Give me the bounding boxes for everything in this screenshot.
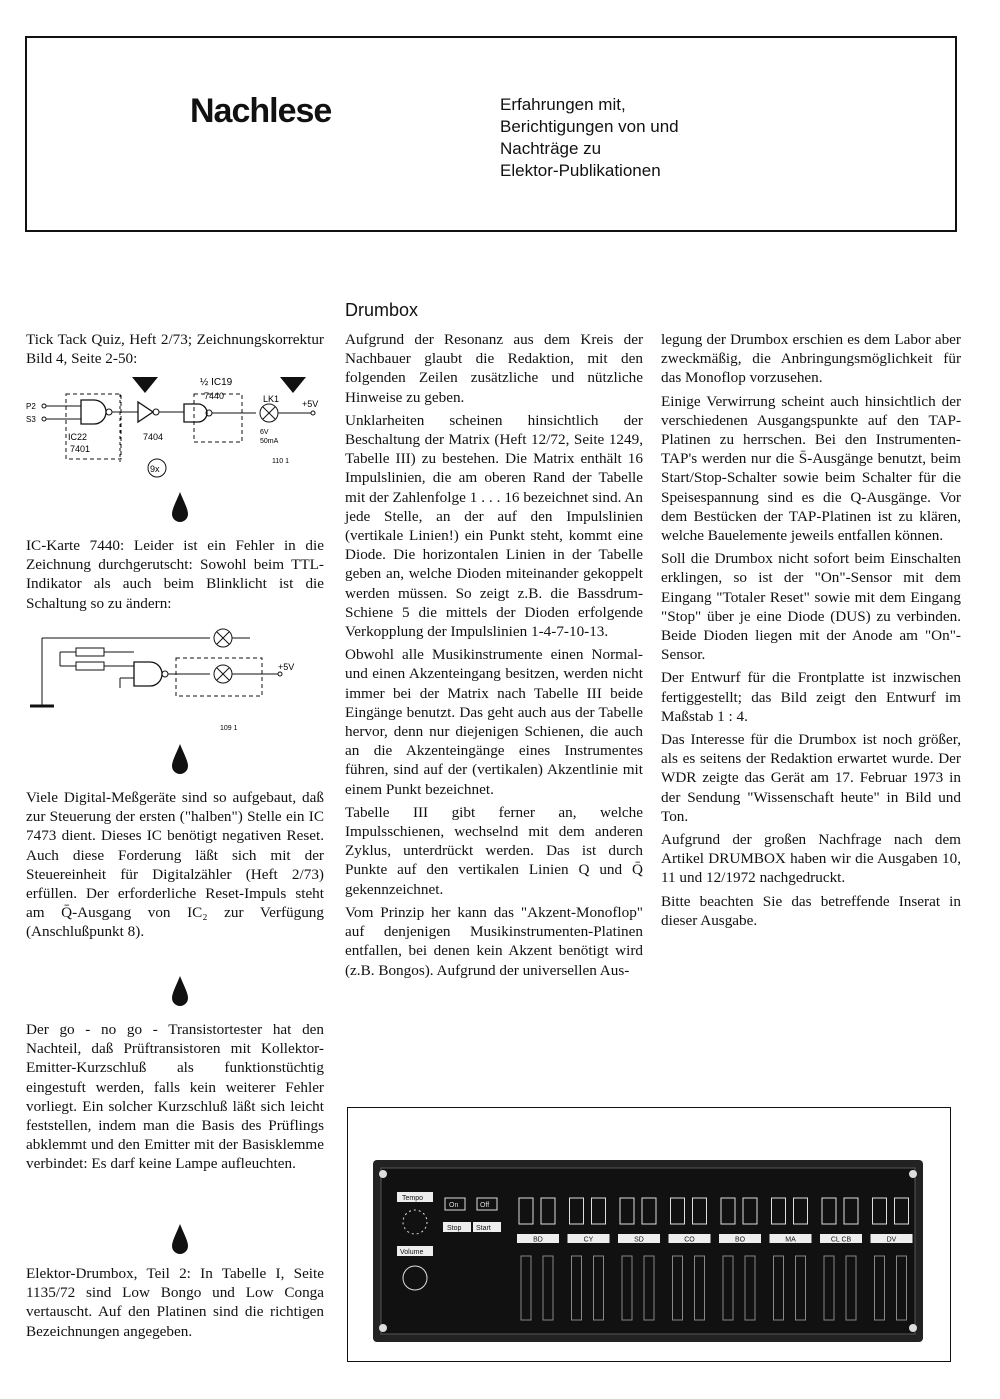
fig1-label-7404: 7404 xyxy=(143,432,164,442)
arrow-marker xyxy=(132,377,158,393)
col1-p1: Tick Tack Quiz, Heft 2/73; Zeichnungskorrektur Bild 4, Seite 2-50: xyxy=(26,331,324,368)
col1-p2: IC-Karte 7440: Leider ist ein Fehler in die Zeichnung durchgerutscht: Sowohl beim TTL-Indikator als auch beim Blinklicht ist die Schaltung so zu ändern: xyxy=(26,537,324,612)
panel-label-off: Off xyxy=(480,1202,490,1209)
fig1-label-9x: 9x xyxy=(150,464,160,474)
fig1-label-7401: 7401 xyxy=(70,444,91,454)
fig1-label-5v: +5V xyxy=(302,399,319,409)
group-label: SD xyxy=(634,1236,644,1244)
col3-p3: Soll die Drumbox nicht sofort beim Einschalten erklingen, so ist der "On"-Sensor mit dem Eingang "Totaler Reset" sowie mit dem Eingang "Stop" über je eine Diode (DUS) zu verbinden. Beide Dioden liegen mit der Anode am "On"-Sensor. xyxy=(661,550,961,664)
subtitle-line: Berichtigungen von und xyxy=(500,117,679,136)
section-heading-drumbox: Drumbox xyxy=(345,300,419,320)
inverter xyxy=(138,402,153,422)
fig1-label-6v: 6V xyxy=(260,429,269,436)
header-subtitle xyxy=(500,94,780,182)
drop-separator-icon xyxy=(172,744,188,774)
arrow-marker xyxy=(280,377,306,393)
col2-p3: Obwohl alle Musikinstrumente einen Normal- und einen Akzenteingang besitzen, werden nicht immer bei der Matrix nach Tabelle III beide Eingänge benutzt. Das geht auch aus der Tabelle hervor, denn nur diejenigen Schienen, die auch an die Akzenteingänge eines Instrumentes führen, sind auf der (vertikalen) Akzentlinie mit einem Punkt bezeichnet. xyxy=(345,646,643,798)
fig1-label-ic19: ½ IC19 xyxy=(200,377,233,388)
col2-body xyxy=(345,330,643,984)
subtitle-line: Erfahrungen mit, xyxy=(500,95,626,114)
col3-body xyxy=(661,330,961,934)
fig1-label-lk1: LK1 xyxy=(263,394,280,404)
col1-p4: Der go - no go - Transistortester hat den Nachteil, daß Prüftransistoren mit Kollektor-Emitter-Kurzschluß als funktionstüchtig eingestuft werden, falls kein weiterer Fehler vorliegt. Ein solcher Kurzschluß läßt sich leicht feststellen, indem man die Basis des Prüflings abklemmt und den Emitter mit der Basisklemme verbindet: Es darf keine Lampe aufleuchten. xyxy=(26,1021,324,1173)
nand-gate xyxy=(134,662,162,686)
fig1-ref: 110 1 xyxy=(272,458,289,465)
nand-gate xyxy=(81,400,106,424)
subtitle-line: Elektor-Publikationen xyxy=(500,161,661,180)
panel-label-on: On xyxy=(449,1202,459,1209)
group-label: BO xyxy=(734,1236,746,1244)
col2-p1: Aufgrund der Resonanz aus dem Kreis der Nachbauer glaubt die Redaktion, mit den folgenden Zeilen zusätzliche und nützliche Hinweise zu geben. xyxy=(345,331,643,406)
col3-p4: Der Entwurf für die Frontplatte ist inzwischen fertiggestellt; das Bild zeigt den Entwurf im Maßstab 1 : 4. xyxy=(661,669,961,725)
panel-label-stop: Stop xyxy=(447,1225,462,1232)
panel-label-start: Start xyxy=(476,1225,491,1232)
fig1-label-ic22: IC22 xyxy=(68,432,88,442)
col2-p2: Unklarheiten scheinen hinsichtlich der Beschaltung der Matrix (Heft 12/72, Seite 1249, Tabelle III) zu bestehen. Die Matrix enthält 16 Impulslinien, die am oberen Rand der Tabelle mit der Zahlenfolge 1 . . . 16 bezeichnet sind. An jede Stelle, an der auf den Impulslinien (vertikale Linien!) ein Punkt steht, kommt eine Diode. Die horizontalen Linien in der Tabelle geben an, welche Dioden miteinander gekoppelt werden müssen. So zeigt z.B. die Bassdrum-Schiene 5 die mittels der Dioden erfolgende Verkopplung der Impulslinien 1-4-7-10-13. xyxy=(345,411,643,641)
subtitle-line: Nachträge zu xyxy=(500,139,602,158)
drop-separator-icon xyxy=(172,492,188,522)
group-label: MA xyxy=(785,1236,796,1244)
group-label: CY xyxy=(583,1236,594,1244)
figure-ic-karte-circuit xyxy=(30,626,320,732)
fig1-label-p2: P2 xyxy=(26,402,36,411)
col3-p7: Bitte beachten Sie das betreffende Inserat in dieser Ausgabe. xyxy=(661,892,961,929)
fig2-label-5v: +5V xyxy=(278,662,295,672)
drop-separator-icon xyxy=(172,976,188,1006)
group-label: BD xyxy=(533,1236,543,1244)
figure-tick-tack-circuit xyxy=(26,372,326,484)
fig1-label-50ma: 50mA xyxy=(260,438,279,445)
group-label: CL CB xyxy=(830,1236,852,1244)
col3-p6: Aufgrund der großen Nachfrage nach dem Artikel DRUMBOX haben wir die Ausgaben 10, 11 und 12/1972 nachgedruckt. xyxy=(661,831,961,887)
col2-p4: Tabelle III gibt ferner an, welche Impulsschienen, wechselnd mit dem anderen Zyklus, unterdrückt werden. Das ist durch Punkte auf den vertikalen Linien Q und Q̄ gekennzeichnet. xyxy=(345,803,643,898)
fig1-label-s3: S3 xyxy=(26,415,36,424)
col3-p2: Einige Verwirrung scheint auch hinsichtlich der verschiedenen Ausgangspunkte auf den TAP-Platinen zu herrschen. Bei den Instrumenten-TAP's werden nur die S̄-Ausgänge benutzt, beim Start/Stop-Schalter sowie beim Schalter für die Speisespannung sind es die Q-Ausgänge. Vor dem Bestücken der TAP-Platinen ist zu klären, welche Bauelemente jeweils entfallen können. xyxy=(661,392,961,545)
panel-label-tempo: Tempo xyxy=(402,1195,424,1202)
panel-label-volume: Volume xyxy=(400,1249,424,1256)
col3-p5: Das Interesse für die Drumbox ist noch größer, als es seitens der Redaktion erwartet wurde. Der WDR zeigte das Gerät am 17. Februar 1973 in der Sendung "Wissenschaft heute" in Bild und Ton. xyxy=(661,731,961,825)
group-label: DV xyxy=(886,1236,897,1244)
col2-p5: Vom Prinzip her kann das "Akzent-Monoflop" auf denjenigen Musikinstrumenten-Platinen entfallen, bei denen kein Akzent benötigt wird (z.B. Bongos). Aufgrund der universellen Aus- xyxy=(345,903,643,979)
fig1-label-7440: 7440 xyxy=(204,391,225,401)
col1-p5: Elektor-Drumbox, Teil 2: In Tabelle I, Seite 1135/72 sind Low Bongo und Low Conga vertauscht. Auf den Platinen sind die richtigen Bezeichnungen angegeben. xyxy=(26,1265,324,1340)
drop-separator-icon xyxy=(172,1224,188,1254)
front-panel-drawing xyxy=(373,1160,923,1342)
group-label: CO xyxy=(684,1236,695,1244)
fig2-ref: 109 1 xyxy=(220,725,238,732)
col3-p1: legung der Drumbox erschien es dem Labor aber zweckmäßig, die Anbringungsmöglichkeit für das Monoflop vorzusehen. xyxy=(661,331,961,387)
col1-p3: Viele Digital-Meßgeräte sind so aufgebaut, daß zur Steuerung der ersten ("halben") Stelle ein IC 7473 dient. Dieses IC benötigt negativen Reset. Auch diese Forderung läßt sich mit der Steuereinheit für Digitalzähler (Heft 2/73) erfüllen. Der erforderliche Reset-Impuls steht am Q̄-Ausgang von IC₂ zur Verfügung (Anschlußpunkt 8). xyxy=(26,789,324,941)
header-box xyxy=(25,36,957,232)
page-title: Nachlese xyxy=(190,92,332,130)
